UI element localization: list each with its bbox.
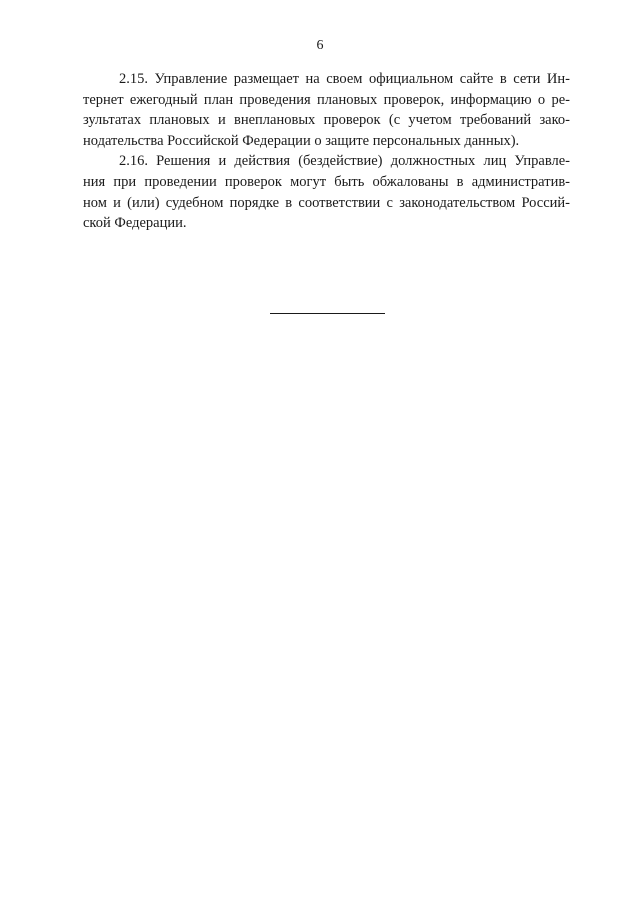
paragraph-line: ской Федерации. <box>83 215 187 232</box>
paragraph-line: 2.16. Решения и действия (бездействие) должностных лиц Управле- <box>119 153 570 170</box>
paragraph-line: тернет ежегодный план проведения плановых проверок, информацию о ре- <box>83 91 570 108</box>
paragraph-line: зультатах плановых и внеплановых проверок (с учетом требований зако- <box>83 112 570 129</box>
paragraph-line: нодательства Российской Федерации о защите персональных данных). <box>83 132 520 149</box>
document-body <box>83 69 570 234</box>
paragraph-2-15 <box>83 69 570 151</box>
paragraph-line: ния при проведении проверок могут быть обжалованы в административ- <box>83 173 570 190</box>
paragraph-line: ном и (или) судебном порядке в соответствии с законодательством Россий- <box>83 194 570 211</box>
paragraph-line: 2.15. Управление размещает на своем официальном сайте в сети Ин- <box>119 71 570 87</box>
page-number: 6 <box>316 38 324 53</box>
paragraph-2-16 <box>83 151 570 233</box>
end-of-document-rule <box>270 313 385 314</box>
